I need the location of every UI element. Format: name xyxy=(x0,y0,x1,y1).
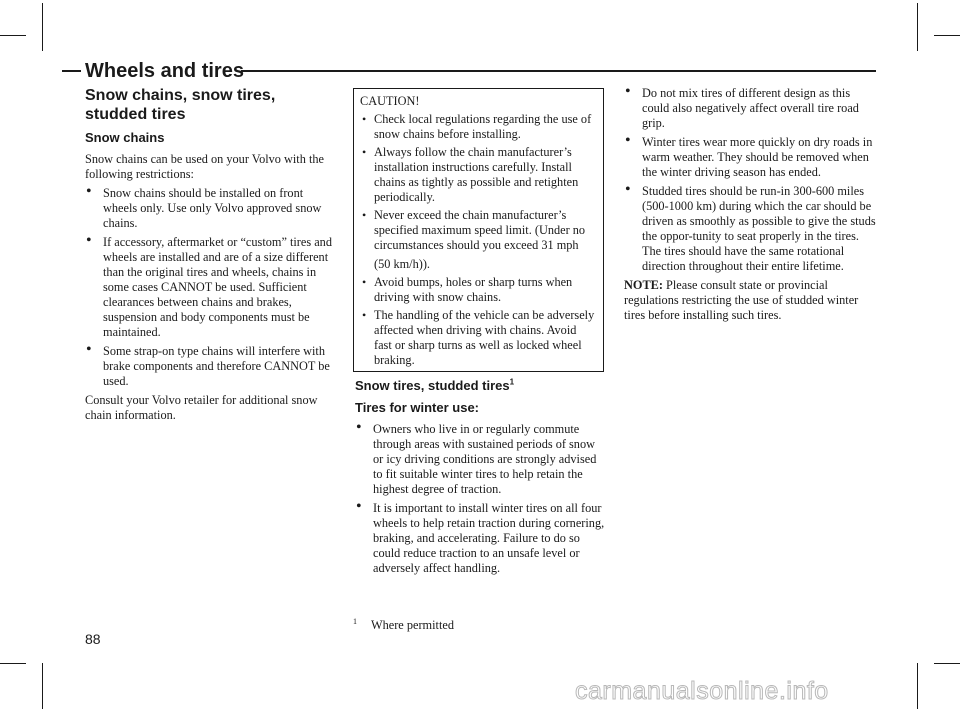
crop-mark xyxy=(0,663,26,664)
tire-tips xyxy=(624,86,880,274)
header-rule-left xyxy=(62,70,81,72)
footnote-text: Where permitted xyxy=(371,618,454,632)
crop-mark xyxy=(42,663,43,709)
list-item: • The handling of the vehicle can be adversely affected when driving with chains. Avoid fast or sharp turns as well as locked wheel braking. xyxy=(360,308,597,368)
speed-limit-text: Never exceed the chain manufacturer’s specified maximum speed limit. (Under no circumstances should you exceed 31 mph xyxy=(374,208,586,252)
left-column xyxy=(85,86,337,427)
crop-mark xyxy=(917,3,918,51)
snow-chain-restrictions xyxy=(85,186,337,389)
winter-tire-advice xyxy=(355,422,607,576)
closing-paragraph: Consult your Volvo retailer for additional snow chain information. xyxy=(85,393,318,422)
page-number: 88 xyxy=(85,631,101,647)
footnote-ref: 1 xyxy=(509,377,515,387)
crop-mark xyxy=(42,3,43,51)
list-item: • Studded tires should be run-in 300-600 miles (500-1000 km) during which the car should be driven as smoothly as possible to give the studs the oppor-tunity to seat properly in the tires. The tires should have the same rotational direction throughout their entire lifetime. xyxy=(624,184,880,274)
footnote xyxy=(353,618,454,633)
list-item xyxy=(360,208,597,272)
winter-use-subheading: Tires for winter use: xyxy=(355,400,480,415)
list-item: • Some strap-on type chains will interfere with brake components and therefore CANNOT be used. xyxy=(85,344,337,389)
crop-mark xyxy=(934,663,960,664)
right-column xyxy=(624,86,880,327)
list-item: • Do not mix tires of different design as this could also negatively affect overall tire road grip. xyxy=(624,86,880,131)
list-item: • Check local regulations regarding the use of snow chains before installing. xyxy=(360,112,597,142)
snow-chains-subheading: Snow chains xyxy=(85,130,165,145)
crop-mark xyxy=(0,35,26,36)
note-text: Please consult state or provincial regulations restricting the use of studded winter tires before installing such tires. xyxy=(624,278,859,322)
list-item: • Winter tires wear more quickly on dry roads in warm weather. They should be removed when the winter driving season has ended. xyxy=(624,135,880,180)
section-title: Wheels and tires xyxy=(85,60,244,82)
list-item: • It is important to install winter tires on all four wheels to help retain traction during cornering, braking, and accelerating. Failure to do so could reduce traction to an unsafe level or adversely affect handling. xyxy=(355,501,607,576)
crop-mark xyxy=(934,35,960,36)
list-item: • Always follow the chain manufacturer’s installation instructions carefully. Install chains as tightly as possible and retighten periodically. xyxy=(360,145,597,205)
note-paragraph xyxy=(624,278,880,323)
footnote-marker: 1 xyxy=(353,616,357,626)
list-item: • Snow chains should be installed on front wheels only. Use only Volvo approved snow chains. xyxy=(85,186,337,231)
crop-mark xyxy=(917,663,918,709)
page-heading: Snow chains, snow tires, studded tires xyxy=(85,87,276,123)
snow-tires-heading xyxy=(355,378,607,394)
header-rule-right xyxy=(241,70,876,72)
list-item: • Owners who live in or regularly commute through areas with sustained periods of snow or icy driving conditions are strongly advised to fit suitable winter tires to help retain the highest degree of traction. xyxy=(355,422,607,497)
watermark: carmanualsonline.info xyxy=(575,677,829,705)
list-item: • If accessory, aftermarket or “custom” tires and wheels are installed and are of a size different than the original tires and wheels, chains in some cases CANNOT be used. Sufficient clearances between chains and brakes, suspension and body components must be maintained. xyxy=(85,235,337,340)
intro-paragraph: Snow chains can be used on your Volvo with the following restrictions: xyxy=(85,152,324,181)
caution-list xyxy=(360,112,597,368)
note-label: NOTE: xyxy=(624,278,663,292)
list-item: • Avoid bumps, holes or sharp turns when driving with snow chains. xyxy=(360,275,597,305)
caution-title: CAUTION! xyxy=(360,94,420,108)
caution-box xyxy=(353,88,604,372)
speed-limit-metric: (50 km/h)). xyxy=(374,257,431,271)
snow-tires-heading-text: Snow tires, studded tires xyxy=(355,378,510,393)
middle-column xyxy=(355,378,607,580)
